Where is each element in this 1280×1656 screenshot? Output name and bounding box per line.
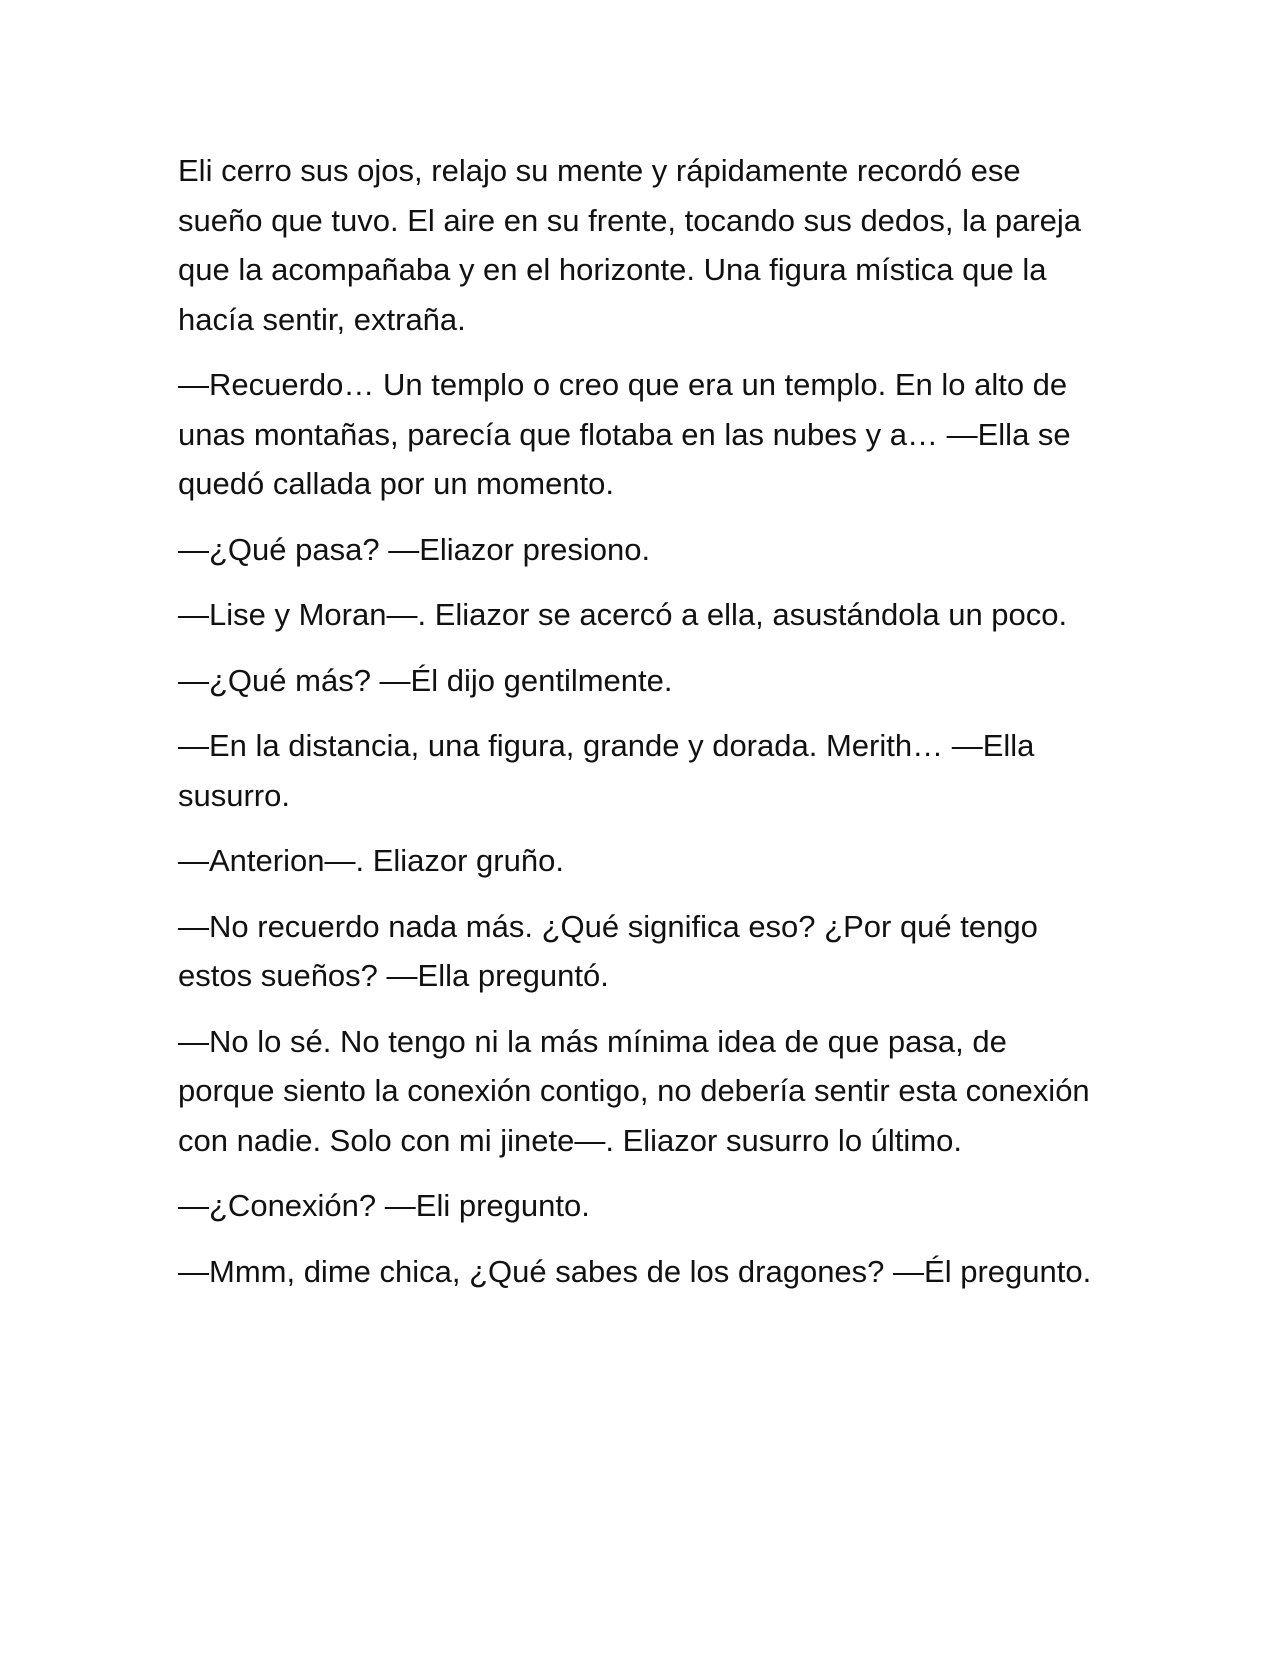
paragraph-4: —Lise y Moran—. Eliazor se acercó a ella, asustándola un poco. [178,597,1068,632]
paragraph-11: —Mmm, dime chica, ¿Qué sabes de los dragones? —Él pregunto. [178,1253,1092,1289]
paragraph-9: —No lo sé. No tengo ni la más mínima idea de que pasa, de porque siento la conexión contigo, no debería sentir esta conexión con nadie. Solo con mi jinete—. Eliazor susurro lo último. [178,1023,1090,1158]
paragraph-8: —No recuerdo nada más. ¿Qué significa eso? ¿Por qué tengo estos sueños? —Ella preguntó. [178,908,1038,993]
paragraph-7: —Anterion—. Eliazor gruño. [178,843,564,878]
paragraph-1: Eli cerro sus ojos, relajo su mente y rápidamente recordó ese sueño que tuvo. El aire en su frente, tocando sus dedos, la pareja que la acompañaba y en el horizonte. Una figura mística que la hacía sentir, extraña. [178,153,1082,337]
paragraph-2: —Recuerdo… Un templo o creo que era un templo. En lo alto de unas montañas, parecía que flotaba en las nubes y a… —Ella se quedó callada por un momento. [178,367,1071,501]
paragraph-6: —En la distancia, una figura, grande y dorada. Merith… —Ella susurro. [178,728,1035,813]
paragraph-3: —¿Qué pasa? —Eliazor presiono. [178,531,651,567]
document-body [178,146,1108,1312]
paragraph-10: —¿Conexión? —Eli pregunto. [178,1188,590,1223]
paragraph-5: —¿Qué más? —Él dijo gentilmente. [178,662,673,698]
